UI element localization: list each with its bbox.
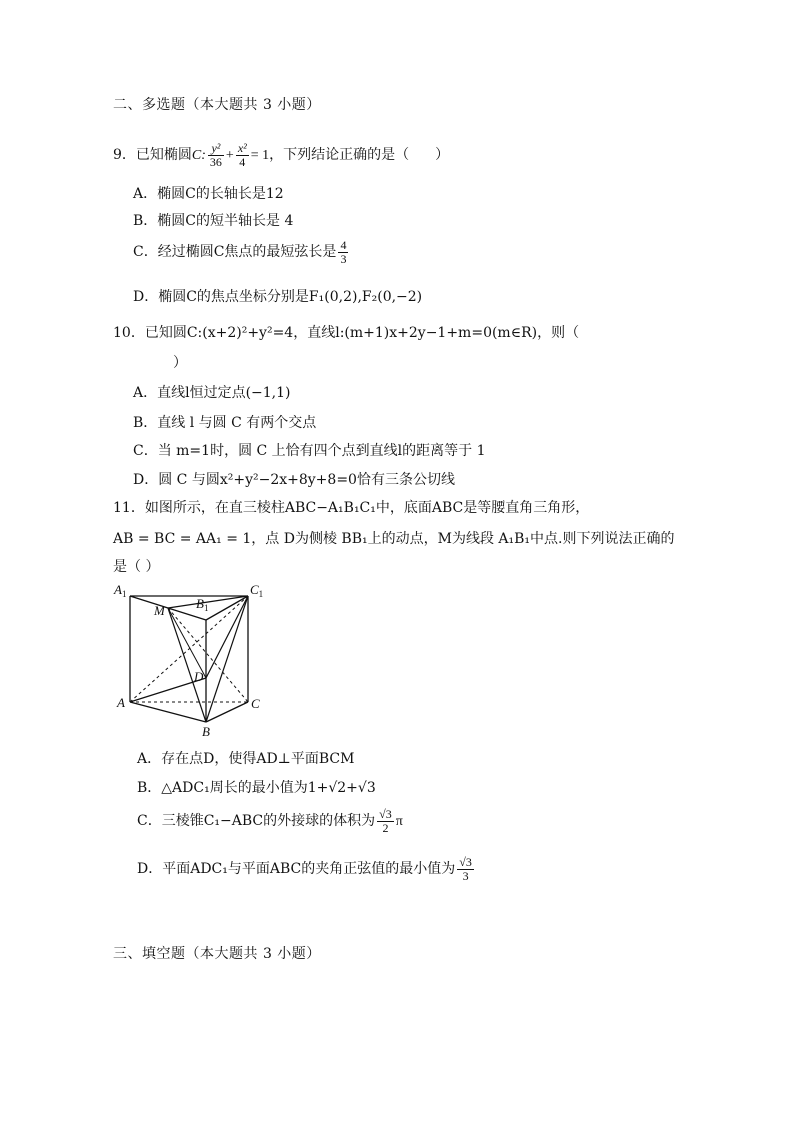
line-m-b <box>168 608 206 722</box>
q10-option-c: C．当 m=1时，圆 C 上恰有四个点到直线l的距离等于 1 <box>133 443 486 459</box>
q11-option-d <box>137 856 476 882</box>
edge-a-b <box>130 702 206 722</box>
fraction-4-3: $\frac{4}{3}$ <box>340 238 347 266</box>
prism-figure <box>108 582 278 742</box>
section-title-fill-in: 三、填空题（本大题共 3 小题） <box>113 946 321 962</box>
fraction-x2-4: $\frac{\text{x²}}{4}$ <box>237 141 247 169</box>
stem-text-2: ，下列结论正确的是（ <box>269 147 410 164</box>
option-c-text: C．三棱锥C₁−ABC的外接球的体积为 <box>137 813 376 830</box>
stem-text: 已知椭圆 <box>135 147 192 164</box>
question-10-stem <box>113 322 579 342</box>
q10-close-paren: ） <box>173 355 187 371</box>
plus-sign: + <box>225 148 234 164</box>
pi-symbol: π <box>395 814 403 830</box>
section-title-multiple-choice: 二、多选题（本大题共 3 小题） <box>113 97 321 113</box>
q11-option-c <box>137 808 403 834</box>
q9-option-d: D．椭圆C的焦点坐标分别是F₁(0,2),F₂(0,−2) <box>133 289 423 305</box>
label-d: D <box>194 669 204 684</box>
equals-one: = 1 <box>250 148 270 164</box>
q9-option-b: B．椭圆C的短半轴长是 4 <box>133 213 294 229</box>
fraction-sqrt3-3: $\frac{√3}{3}$ <box>459 855 472 883</box>
label-c: C <box>251 696 260 711</box>
stem-text: 已知圆C:(x+2)²+y²=4，直线l:(m+1)x+2y−1+m=0(m∈R)，则（ <box>144 325 580 341</box>
q11-option-b: B．△ADC₁周长的最小值为1+√2+√3 <box>137 780 376 796</box>
label-c1: $C_1$ <box>250 582 264 599</box>
label-b: B <box>202 724 210 739</box>
q10-option-d: D．圆 C 与圆x²+y²−2x+8y+8=0恰有三条公切线 <box>133 472 455 488</box>
question-number: 9． <box>113 147 136 164</box>
label-m: M <box>154 603 165 618</box>
question-11-line-2: AB = BC = AA₁ = 1，点 D为侧棱 BB₁上的动点，M为线段 A₁B₁中点.则下列说法正确的 <box>113 531 675 547</box>
q11-option-a: A．存在点D，使得AD⊥平面BCM <box>137 751 355 767</box>
ellipse-symbol: C: <box>191 148 206 164</box>
q10-option-b: B．直线 l 与圆 C 有两个交点 <box>133 415 317 431</box>
label-a: A <box>117 695 125 710</box>
edge-m-c-hidden <box>168 608 248 702</box>
question-number: 11． <box>113 500 145 516</box>
q10-option-a: A．直线l恒过定点(−1,1) <box>133 385 291 401</box>
close-paren: ） <box>435 147 450 164</box>
edge-b-c <box>206 702 248 722</box>
fraction-y2-36: $\frac{\text{y²}}{36}$ <box>209 141 222 169</box>
question-11-line-3: 是（ ） <box>113 559 160 575</box>
question-number: 10． <box>113 325 145 341</box>
stem-line-1: 如图所示，在直三棱柱ABC−A₁B₁C₁中，底面ABC是等腰直角三角形， <box>144 500 590 516</box>
question-9-stem <box>113 142 449 168</box>
question-11-stem <box>113 497 589 517</box>
option-c-text: C．经过椭圆C焦点的最短弦长是 <box>133 244 337 261</box>
option-d-text: D．平面ADC₁与平面ABC的夹角正弦值的最小值为 <box>137 861 456 878</box>
label-b1: $B_1$ <box>196 596 209 613</box>
fraction-sqrt3-2: $\frac{√3}{2}$ <box>379 807 392 835</box>
label-a1: $A_1$ <box>114 582 127 599</box>
q9-option-a: A．椭圆C的长轴长是12 <box>133 186 284 202</box>
line-b-c1 <box>206 596 248 722</box>
q9-option-c <box>133 239 350 265</box>
